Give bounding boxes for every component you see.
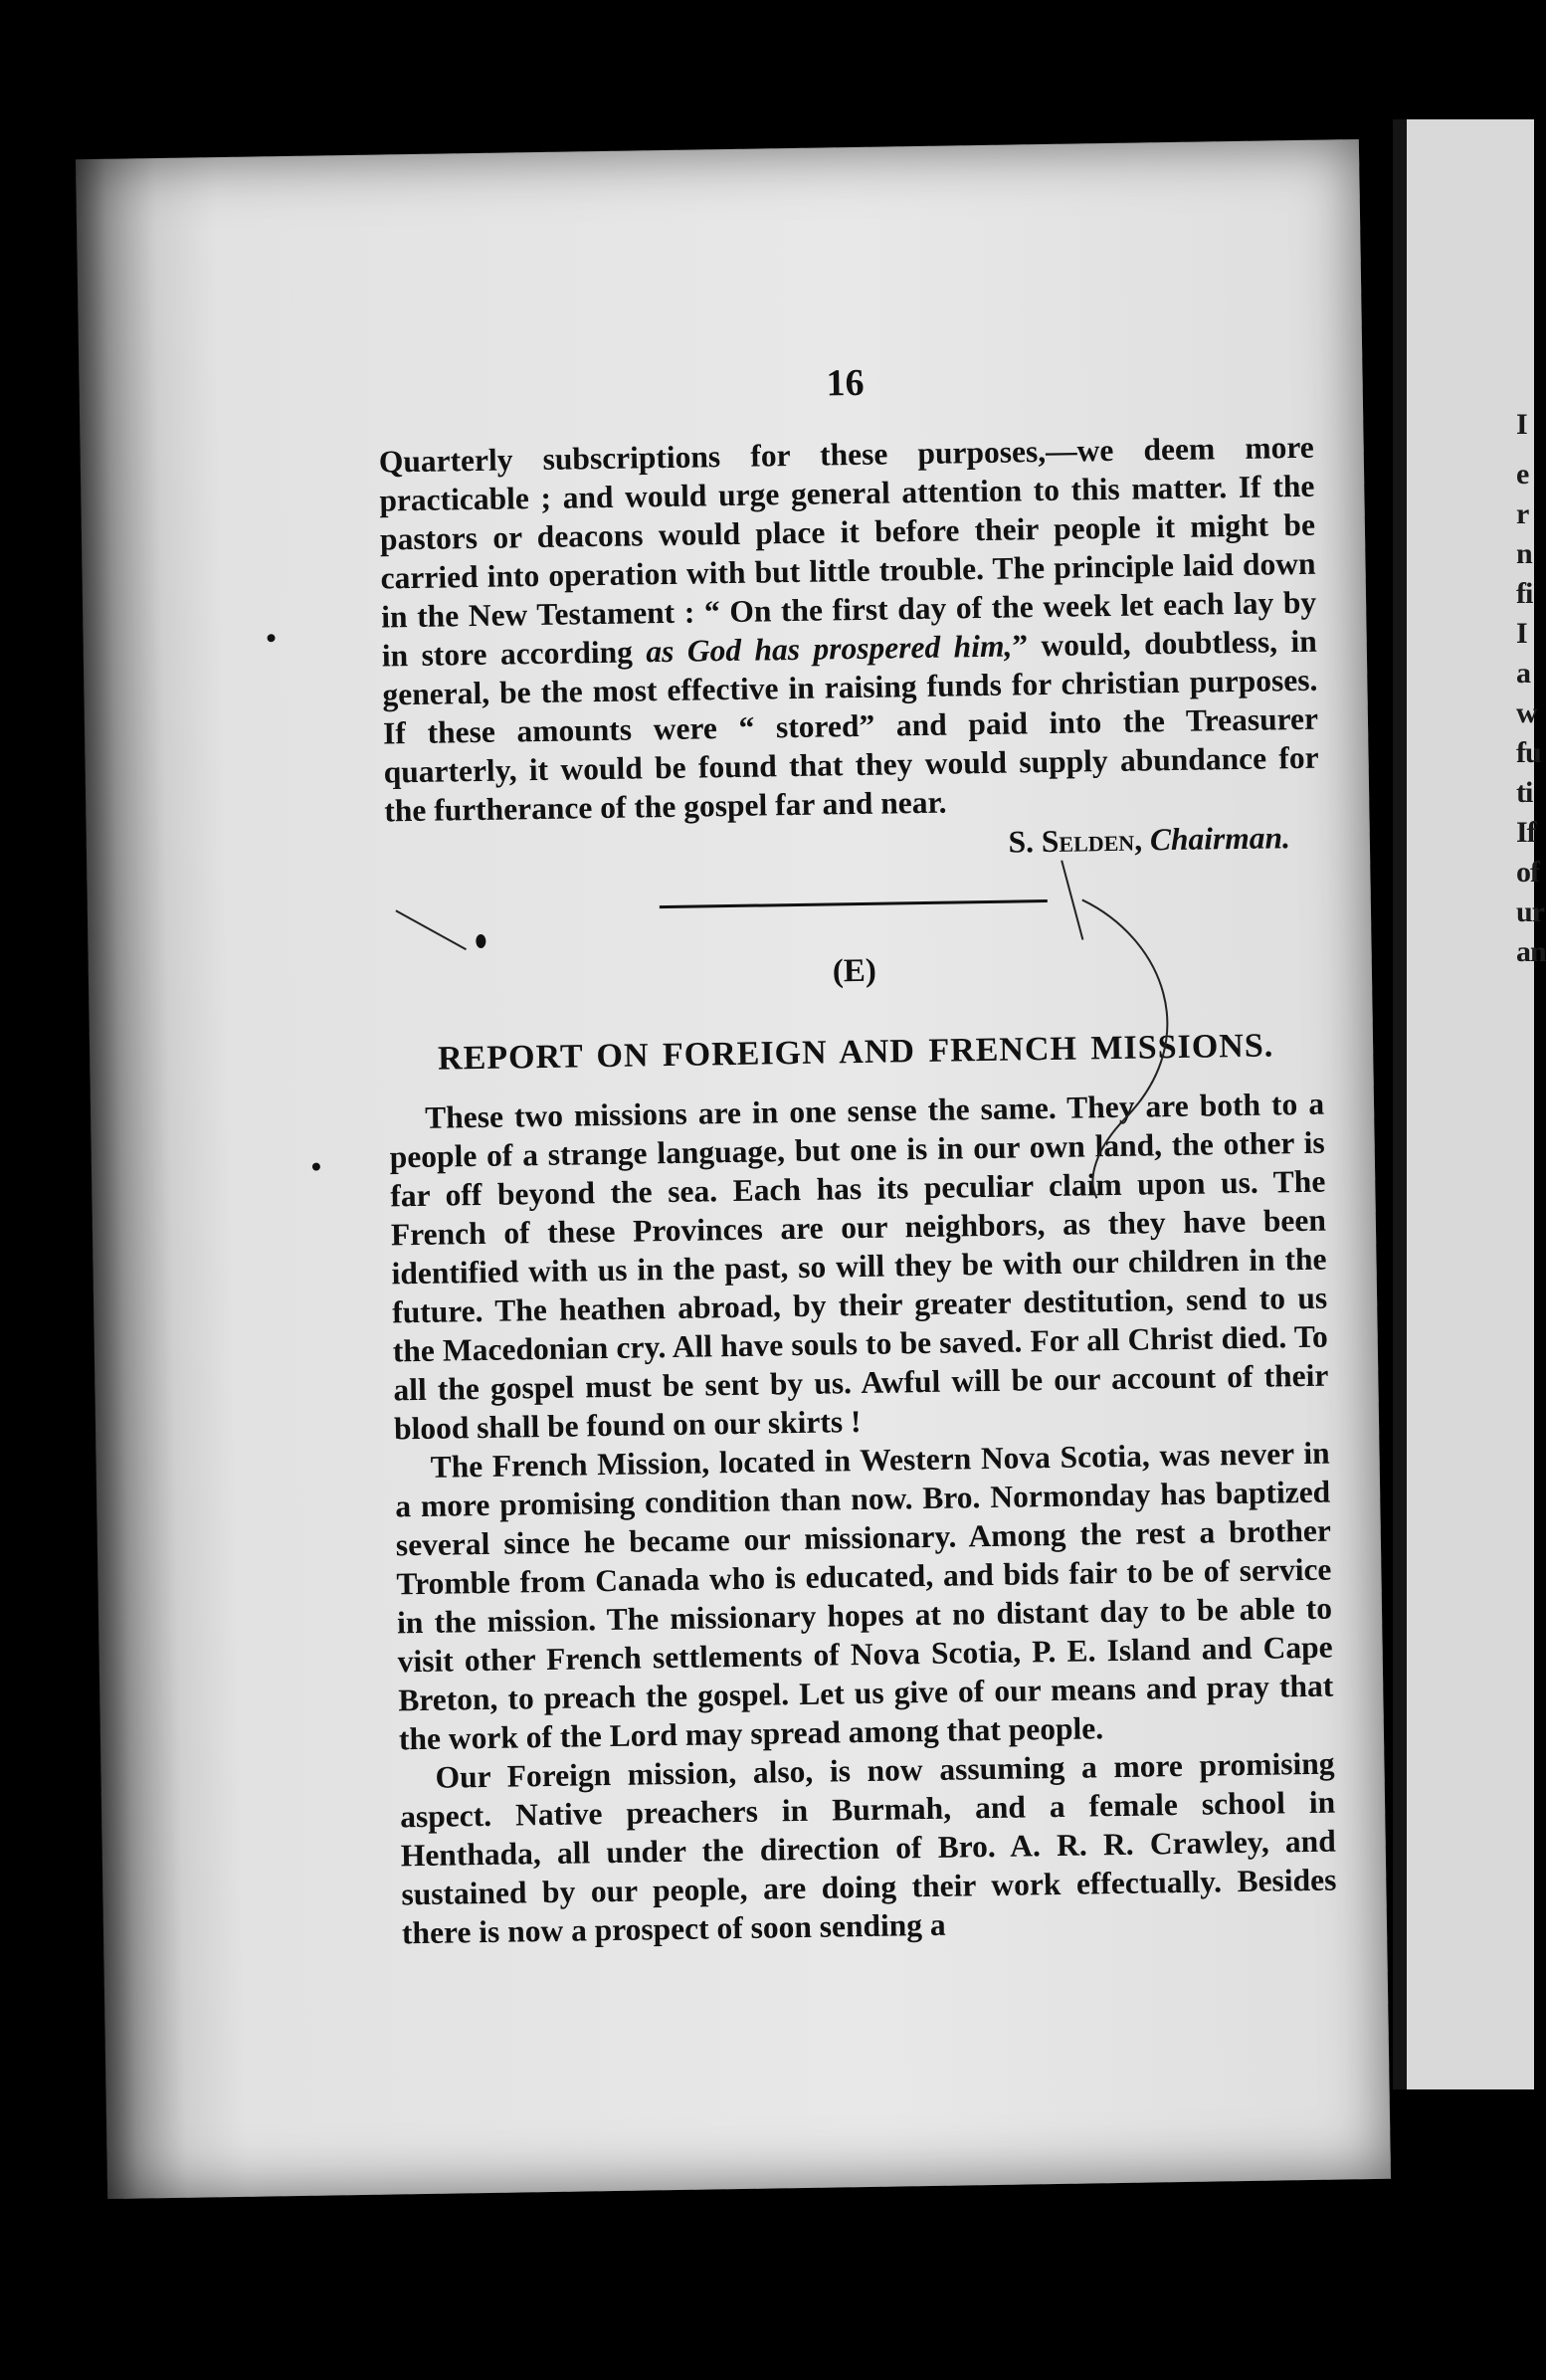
page-number: 16 bbox=[826, 361, 865, 405]
adjacent-page-fragment: an bbox=[1516, 935, 1546, 968]
adjacent-page-fragment: n bbox=[1516, 537, 1532, 570]
adjacent-page-fragment: I bbox=[1516, 408, 1527, 441]
paragraph-text: Quarterly subscriptions for these purposes,—we deem more practicable ; and would urge general attention to this matter. If the pastors or deacons would place it before their people it might be carried into operation with but little trouble. The principle laid down in the New Testament : “ On the first day of the week let each lay by in store according bbox=[378, 429, 1317, 674]
italic-quote: as God has prospered him, bbox=[646, 628, 1013, 670]
report-paragraph: Our Foreign mission, also, is now assuming a more promising aspect. Native preachers in Burmah, and a female school in Henthada, all under the direction of Bro. A. R. R. Crawley, and sustained by our people, are doing their work effectually. Besides there is now a prospect of soon sending a bbox=[399, 1745, 1337, 1951]
ink-speck bbox=[476, 934, 485, 948]
adjacent-page-fragment: r bbox=[1516, 497, 1529, 530]
adjacent-page-fragment: I bbox=[1516, 617, 1527, 650]
document-page bbox=[76, 139, 1391, 2199]
section-letter: (E) bbox=[832, 952, 877, 990]
report-paragraph: The French Mission, located in Western Nova Scotia, was never in a more promising condition than now. Bro. Normonday has baptized several since he became our missionary. Among the rest a brother Tromble from Canada who is educated, and bids fair to be of service in the mission. The missionary hopes at no distant day to be able to visit other French settlements of Nova Scotia, P. E. Island and Cape Breton, to preach the gospel. Let us give of our means and pray that the work of the Lord may spread among that people. bbox=[395, 1435, 1334, 1757]
signature-initial: S. bbox=[1008, 824, 1043, 860]
paragraph-text: ” would, doubtless, in general, be the most effective in raising funds for christian purposes. If these amounts were “ stored” and paid into the Treasurer quarterly, it would be found that they would supply abundance for the furtherance of the gospel far and near. bbox=[382, 623, 1319, 829]
report-paragraph: These two missions are in one sense the same. They are both to a people of a strange language, but one is in our own land, the other is far off beyond the sea. Each has its peculiar claim upon us. The French of these Provinces are our neighbors, as they have been identified with us in the past, so will they be with our children in the future. The heathen abroad, by their greater destitution, send to us the Macedonian cry. All have souls to be saved. For all Christ died. To all the gospel must be sent by us. Awful will be our account of their blood shall be found on our skirts ! bbox=[389, 1086, 1329, 1447]
adjacent-page-fragment: e bbox=[1516, 458, 1529, 491]
adjacent-page-fragment: fu bbox=[1516, 736, 1541, 769]
signature-name: Selden bbox=[1041, 822, 1135, 860]
adjacent-page-fragment: a bbox=[1516, 657, 1530, 690]
section-heading: REPORT ON FOREIGN AND FRENCH MISSIONS. bbox=[437, 1027, 1274, 1078]
adjacent-page bbox=[1393, 119, 1546, 2089]
adjacent-page-fragment: ti bbox=[1516, 776, 1533, 809]
adjacent-page-fragment: ur bbox=[1516, 895, 1544, 928]
adjacent-page-fragment: w bbox=[1516, 696, 1537, 729]
adjacent-page-fragment: of bbox=[1516, 856, 1539, 889]
ink-speck bbox=[267, 634, 275, 642]
adjacent-page-fragment: fi bbox=[1516, 577, 1533, 610]
pen-mark-icon bbox=[76, 139, 1391, 2199]
ink-speck bbox=[312, 1163, 320, 1171]
adjacent-page-fragment: If bbox=[1516, 816, 1536, 849]
signature-title: Chairman. bbox=[1149, 820, 1291, 858]
signature-separator: , bbox=[1133, 822, 1151, 858]
